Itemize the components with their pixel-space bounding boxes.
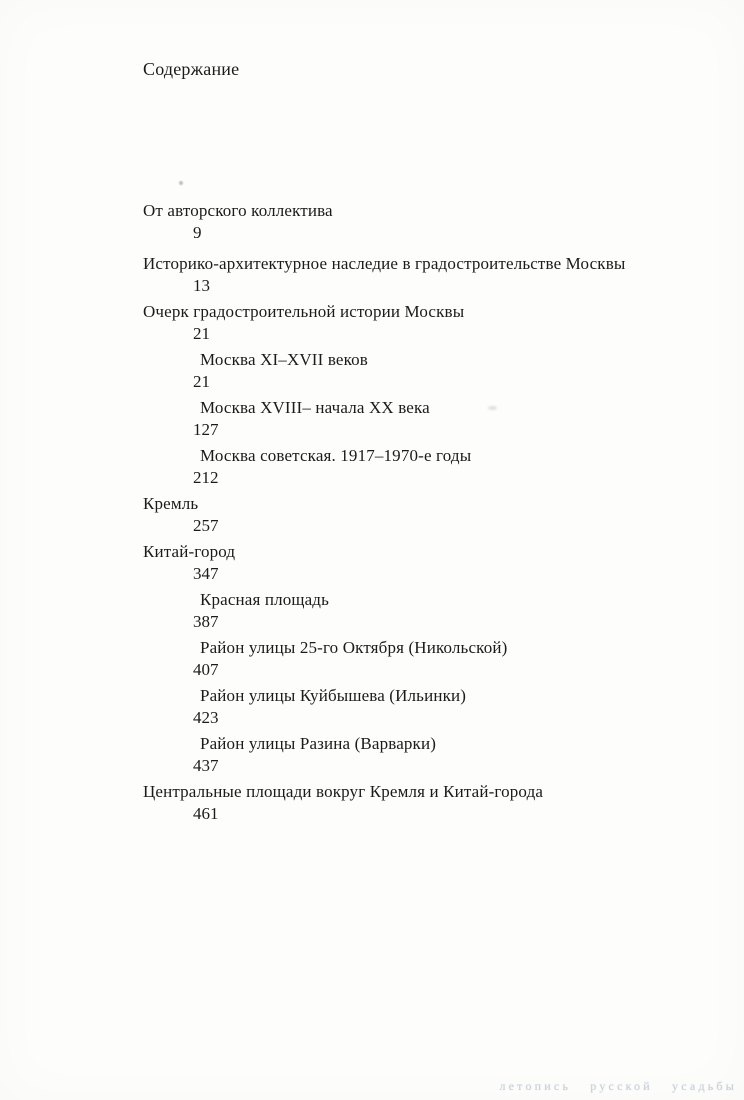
toc-entry [143, 253, 703, 297]
toc-entry-page-number: 347 [193, 564, 219, 583]
toc-entry [143, 637, 703, 681]
scan-speck [179, 181, 183, 185]
toc-entry-title: Китай-город [143, 542, 236, 561]
toc-entry-title: Москва XVIII– начала XX века [200, 398, 430, 417]
toc-entry-title: От авторского коллектива [143, 201, 333, 220]
toc-entry-page-number: 127 [193, 420, 219, 439]
toc-entry-page-number: 387 [193, 612, 219, 631]
toc-entry [143, 349, 703, 393]
toc-entry [143, 781, 703, 825]
toc-entry-title: Район улицы Куйбышева (Ильинки) [200, 686, 467, 705]
toc-entry-title: Кремль [143, 494, 199, 513]
toc-entry [143, 685, 703, 729]
toc-entry-title: Москва XI–XVII веков [200, 350, 368, 369]
toc-entry [143, 493, 703, 537]
toc-entry-title: Очерк градостроительной истории Москвы [143, 302, 465, 321]
toc-entry [143, 200, 703, 244]
watermark-text: летопись русской усадьбы [499, 1079, 737, 1093]
page-title: Содержание [143, 59, 240, 79]
toc-entry [143, 541, 703, 585]
toc-entry [143, 301, 703, 345]
toc-entry-title: Центральные площади вокруг Кремля и Китай-города [143, 782, 544, 801]
toc-entry-title: Район улицы 25-го Октября (Никольской) [200, 638, 508, 657]
toc-entry [143, 397, 703, 441]
toc-entry-title: Красная площадь [200, 590, 330, 609]
toc-entry-page-number: 21 [193, 372, 210, 391]
toc-entry-page-number: 9 [193, 223, 202, 242]
toc-entry-page-number: 461 [193, 804, 219, 823]
toc-entry [143, 445, 703, 489]
toc-entry-page-number: 212 [193, 468, 219, 487]
toc-entry-page-number: 21 [193, 324, 210, 343]
toc-entry-title: Район улицы Разина (Варварки) [200, 734, 437, 753]
toc-entry-page-number: 423 [193, 708, 219, 727]
toc-entry-page-number: 257 [193, 516, 219, 535]
toc-entry [143, 733, 703, 777]
toc-entry-page-number: 407 [193, 660, 219, 679]
toc-entry-page-number: 437 [193, 756, 219, 775]
toc-entry-page-number: 13 [193, 276, 210, 295]
toc-entry-title: Историко-архитектурное наследие в градостроительстве Москвы [143, 254, 626, 273]
toc-entry [143, 589, 703, 633]
toc-list [143, 200, 703, 829]
toc-entry-title: Москва советская. 1917–1970-е годы [200, 446, 472, 465]
